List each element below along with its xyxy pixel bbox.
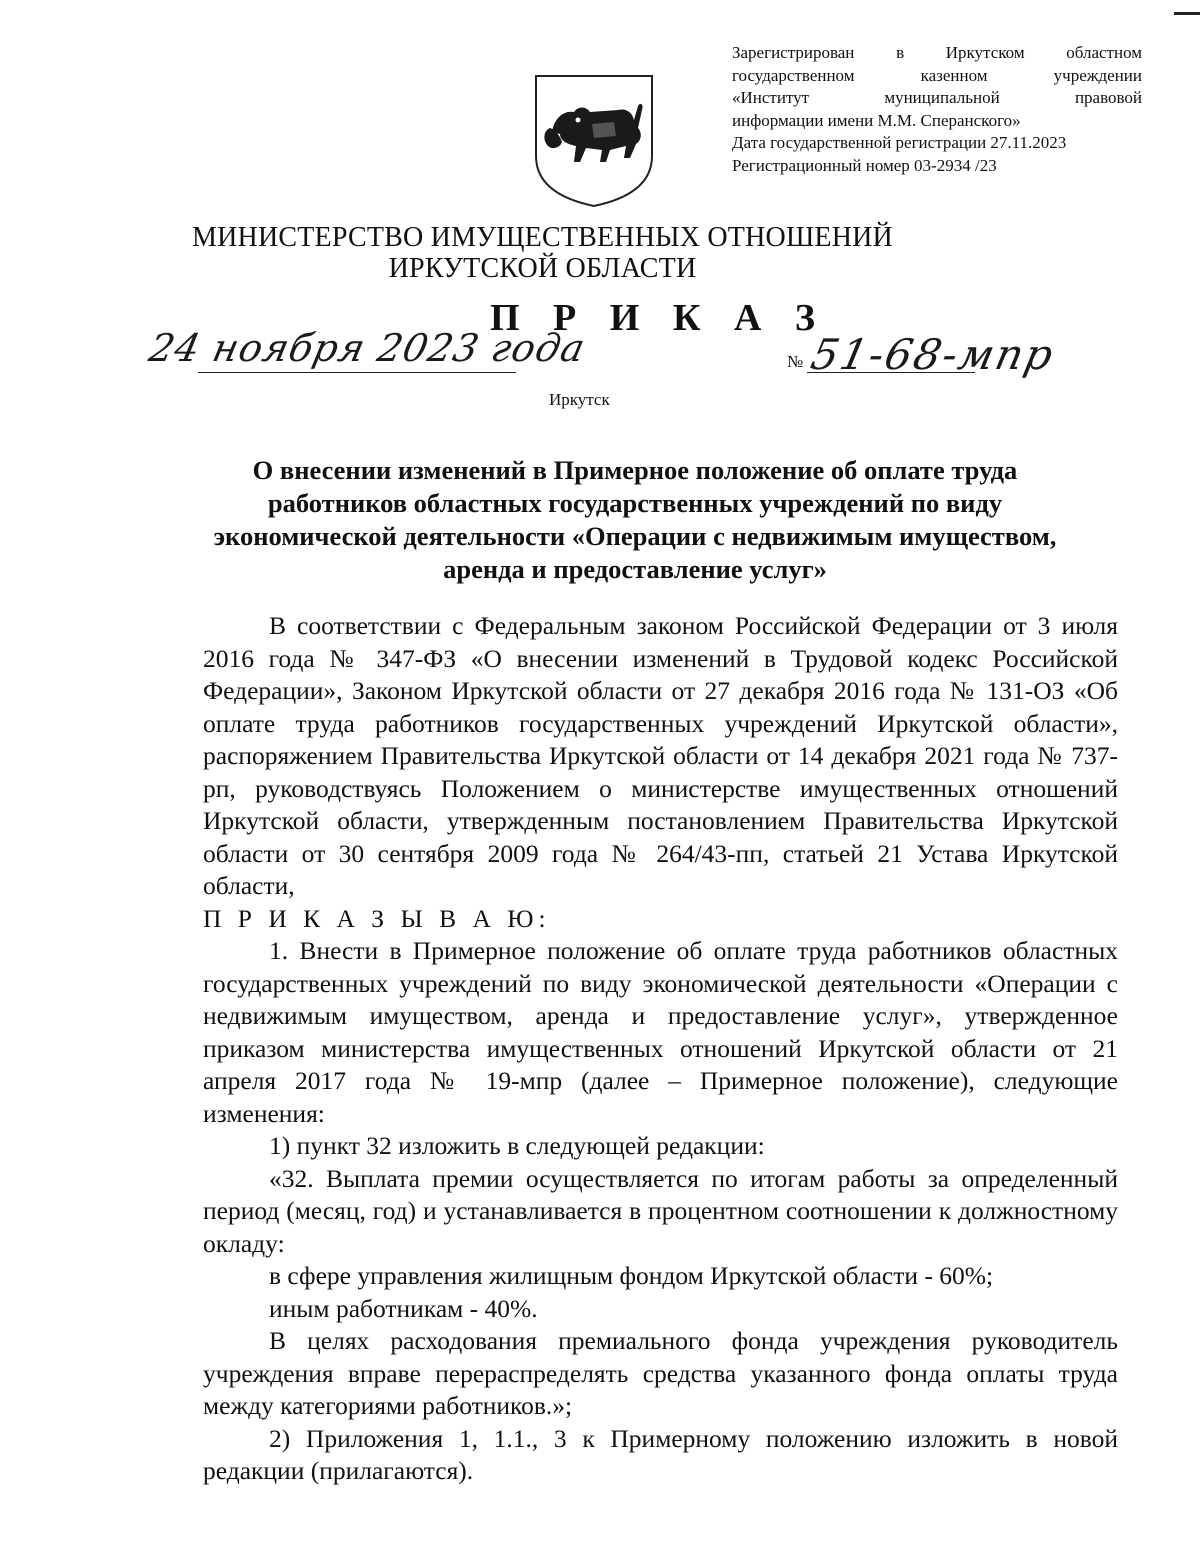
registration-date: Дата государственной регистрации 27.11.2023 bbox=[732, 133, 1067, 152]
title-line: аренда и предоставление услуг» bbox=[443, 554, 827, 584]
document-type-title: П Р И К А З bbox=[490, 297, 827, 339]
document-body bbox=[203, 610, 1118, 1488]
title-line: работников областных государственных учреждений по виду bbox=[267, 488, 1003, 518]
ministry-header bbox=[0, 222, 1200, 284]
irkutsk-coat-of-arms-icon bbox=[530, 70, 658, 210]
clause-32-other-rate: иным работникам - 40%. bbox=[269, 1293, 538, 1323]
registration-number: Регистрационный номер 03-2934 /23 bbox=[732, 155, 997, 175]
document-title bbox=[0, 454, 1200, 586]
city-name: Иркутск bbox=[549, 390, 610, 409]
clause-32-paragraph: «32. Выплата премии осуществляется по итогам работы за определенный период (месяц, год) и устанавливается в процентном соотношении к должностному окладу: bbox=[203, 1163, 1118, 1258]
registration-line: Зарегистрирован в Иркутском областном bbox=[732, 43, 1142, 62]
registration-line: государственном казенном учреждении bbox=[732, 65, 1142, 85]
handwritten-date: 24 ноября 2023 года bbox=[145, 326, 590, 370]
preamble-paragraph: В соответствии с Федеральным законом Российской Федерации от 3 июля 2016 года № 347-ФЗ «О внесении изменений в Трудовой кодекс Российской Федерации», Законом Иркутской области от 27 декабря 2016 года № 131-ОЗ «Об оплате труда работников государственных учреждений Иркутской области», распоряжением Правительства Иркутской области от 14 декабря 2021 года № 737-рп, руководствуясь Положением о министерстве имущественных отношений Иркутской области, утвержденным постановлением Правительства Иркутской области от 30 сентября 2009 года № 264/43-пп, статьей 21 Устава Иркутской области, bbox=[203, 611, 1118, 900]
number-underline bbox=[807, 372, 975, 373]
clause-32-housing-rate: в сфере управления жилищным фондом Иркутской области - 60%; bbox=[269, 1261, 994, 1290]
title-line: экономической деятельности «Операции с недвижимым имуществом, bbox=[213, 521, 1057, 551]
ministry-name-line2: ИРКУТСКОЙ ОБЛАСТИ bbox=[388, 253, 697, 284]
scan-edge-mark bbox=[1174, 12, 1200, 15]
item-1-paragraph: 1. Внести в Примерное положение об оплате труда работников областных государственных учреждений по виду экономической деятельности «Операции с недвижимым имуществом, аренда и предоставление услуг», утвержденное приказом министерства имущественных отношений Иркутской области от 21 апреля 2017 года № 19-мпр (далее – Примерное положение), следующие изменения: bbox=[203, 936, 1118, 1128]
handwritten-number: 51-68-мпр bbox=[806, 330, 1060, 379]
subitem-2: 2) Приложения 1, 1.1., 3 к Примерному положению изложить в новой редакции (прилагаются). bbox=[203, 1423, 1118, 1485]
orders-heading: П Р И К А З Ы В А Ю: bbox=[203, 903, 551, 933]
date-underline bbox=[198, 372, 516, 373]
clause-32-fund-paragraph: В целях расходования премиального фонда учреждения руководитель учреждения вправе перераспределять средства указанного фонда оплаты труда между категориями работников.»; bbox=[203, 1326, 1118, 1420]
number-label: № bbox=[787, 352, 804, 371]
registration-note bbox=[732, 42, 1142, 177]
registration-line: информации имени М.М. Сперанского» bbox=[732, 110, 1021, 130]
title-line: О внесении изменений в Примерное положение об оплате труда bbox=[252, 455, 1018, 485]
registration-line: «Институт муниципальной правовой bbox=[732, 88, 1142, 107]
ministry-name-line1: МИНИСТЕРСТВО ИМУЩЕСТВЕННЫХ ОТНОШЕНИЙ bbox=[192, 222, 893, 253]
subitem-1: 1) пункт 32 изложить в следующей редакции: bbox=[269, 1131, 765, 1160]
